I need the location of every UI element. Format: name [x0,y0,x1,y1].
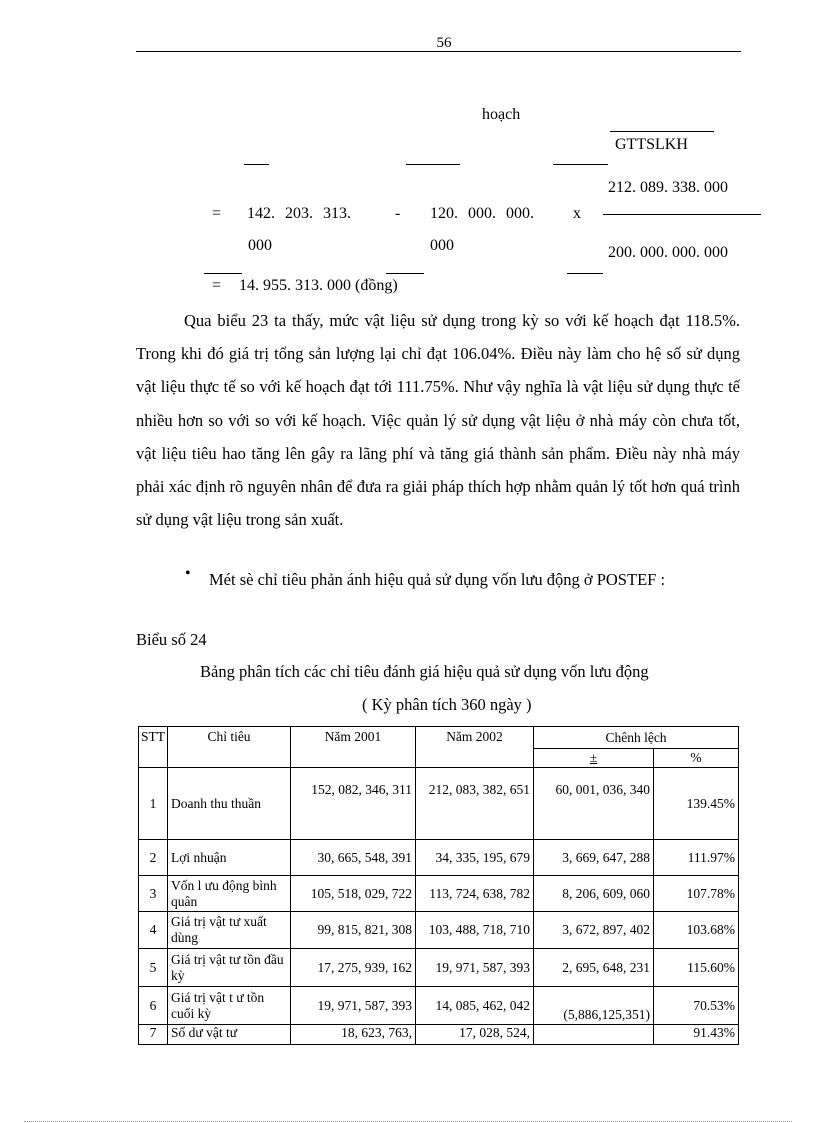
formula-operand-1-tail: 000 [248,237,272,254]
row-nam-2001: 152, 082, 346, 311 [291,768,416,840]
row-chi-tieu: Giá trị vật tư tồn đầu kỳ [168,949,291,987]
row-chenh-lech: 2, 695, 648, 231 [534,949,654,987]
row-percent: 91.43% [654,1025,739,1045]
row-percent: 139.45% [654,768,739,840]
row-nam-2001: 99, 815, 821, 308 [291,912,416,949]
header-stt: STT [139,727,168,768]
row-stt: 1 [139,768,168,840]
analysis-table [138,726,739,1045]
row-chenh-lech: (5,886,125,351) [534,987,654,1025]
row-percent: 103.68% [654,912,739,949]
row-chi-tieu: Lợi nhuận [168,840,291,876]
formula-numerator: 212. 089. 338. 000 [608,179,728,196]
formula-times: x [573,205,581,222]
row-chi-tieu: Số dư vật tư [168,1025,291,1045]
formula-blank-line-1 [244,164,269,165]
bullet-icon: • [185,565,191,582]
row-nam-2002: 113, 724, 638, 782 [416,876,534,912]
row-percent: 70.53% [654,987,739,1025]
row-stt: 2 [139,840,168,876]
row-nam-2001: 18, 623, 763, [291,1025,416,1045]
table-header-row [139,727,739,749]
row-nam-2002: 19, 971, 587, 393 [416,949,534,987]
row-stt: 4 [139,912,168,949]
row-stt: 6 [139,987,168,1025]
table-title: Bảng phân tích các chỉ tiêu đánh giá hiệu quả sử dụng vốn lưu động [200,662,649,681]
row-nam-2002: 212, 083, 382, 651 [416,768,534,840]
row-nam-2002: 34, 335, 195, 679 [416,840,534,876]
row-percent: 111.97% [654,840,739,876]
formula-denominator: 200. 000. 000. 000 [608,244,728,261]
row-nam-2002: 14, 085, 462, 042 [416,987,534,1025]
table-row [139,949,739,987]
row-nam-2002: 103, 488, 718, 710 [416,912,534,949]
header-plus-minus: ± [534,749,654,768]
footer-rule [24,1121,792,1122]
row-chenh-lech: 8, 206, 609, 060 [534,876,654,912]
row-stt: 5 [139,949,168,987]
fraction-bar [603,214,761,215]
row-chenh-lech [534,1025,654,1045]
formula-blank-line-3 [553,164,608,165]
header-rule [136,51,741,52]
table-subtitle: ( Kỳ phân tích 360 ngày ) [362,695,532,714]
row-nam-2001: 17, 275, 939, 162 [291,949,416,987]
formula-equals-1: = [212,205,222,222]
paragraph-text: Qua biểu 23 ta thấy, mức vật liệu sử dụng trong kỳ so với kế hoạch đạt 118.5%. Trong khi đó giá trị tổng sản lượng lại chỉ đạt 106.04%. Điều này làm cho hệ số sử dụng vật liệu thực tế so với kế hoạch đạt tới 111.75%. Như vậy nghĩa là vật liệu sử dụng thực tế nhiều hơn so với so với kế hoạch. Việc quản lý sử dụng vật liệu ở nhà máy còn chưa tốt, vật liệu tiêu hao tăng lên gây ra lãng phí và tăng giá thành sản phẩm. Điều này nhà máy phải xác định rõ nguyên nhân để đưa ra giải pháp thích hợp nhằm quản lý tốt hơn quá trình sử dụng vật liệu trong sản xuất. [136,311,740,530]
formula-label-gttslkh: GTTSLKH [615,136,688,153]
formula-blank-line-4 [204,273,242,274]
header-nam-2001: Năm 2001 [291,727,416,768]
row-stt: 3 [139,876,168,912]
row-stt: 7 [139,1025,168,1045]
row-nam-2001: 30, 665, 548, 391 [291,840,416,876]
row-nam-2001: 105, 518, 029, 722 [291,876,416,912]
formula-blank-line-6 [567,273,603,274]
formula-operand-2: 120. 000. 000. [430,205,534,222]
formula-label-hoach: hoạch [482,106,521,123]
bullet-text: Mét sè chỉ tiêu phản ánh hiệu quả sử dụng vốn lưu động ở POSTEF : [209,570,666,589]
header-chenh-lech: Chênh lệch [534,727,739,749]
header-percent: % [654,749,739,768]
row-chenh-lech: 3, 672, 897, 402 [534,912,654,949]
row-chi-tieu: Giá trị vật t ư tồn cuối kỳ [168,987,291,1025]
row-chi-tieu: Vốn l ưu động bình quân [168,876,291,912]
header-chi-tieu: Chỉ tiêu [168,727,291,768]
table-label: Biểu số 24 [136,630,207,649]
formula-minus: - [395,205,401,222]
row-chenh-lech: 60, 001, 036, 340 [534,768,654,840]
formula-blank-line-5 [386,273,424,274]
formula-result: 14. 955. 313. 000 (đồng) [239,277,398,294]
table-row [139,876,739,912]
row-chenh-lech: 3, 669, 647, 288 [534,840,654,876]
header-nam-2002: Năm 2002 [416,727,534,768]
table-row [139,912,739,949]
page-number: 56 [436,35,452,51]
row-chi-tieu: Doanh thu thuần [168,768,291,840]
formula-blank-line-2 [406,164,460,165]
formula-overline [610,131,714,132]
formula-operand-1: 142. 203. 313. [247,205,351,222]
row-nam-2002: 17, 028, 524, [416,1025,534,1045]
row-chi-tieu: Giá trị vật tư xuất dùng [168,912,291,949]
table-row [139,840,739,876]
table-row [139,987,739,1025]
row-nam-2001: 19, 971, 587, 393 [291,987,416,1025]
formula-equals-2: = [212,277,222,294]
table-row [139,768,739,840]
analysis-paragraph [136,304,740,536]
formula-operand-2-tail: 000 [430,237,454,254]
table-row [139,1025,739,1045]
row-percent: 115.60% [654,949,739,987]
row-percent: 107.78% [654,876,739,912]
